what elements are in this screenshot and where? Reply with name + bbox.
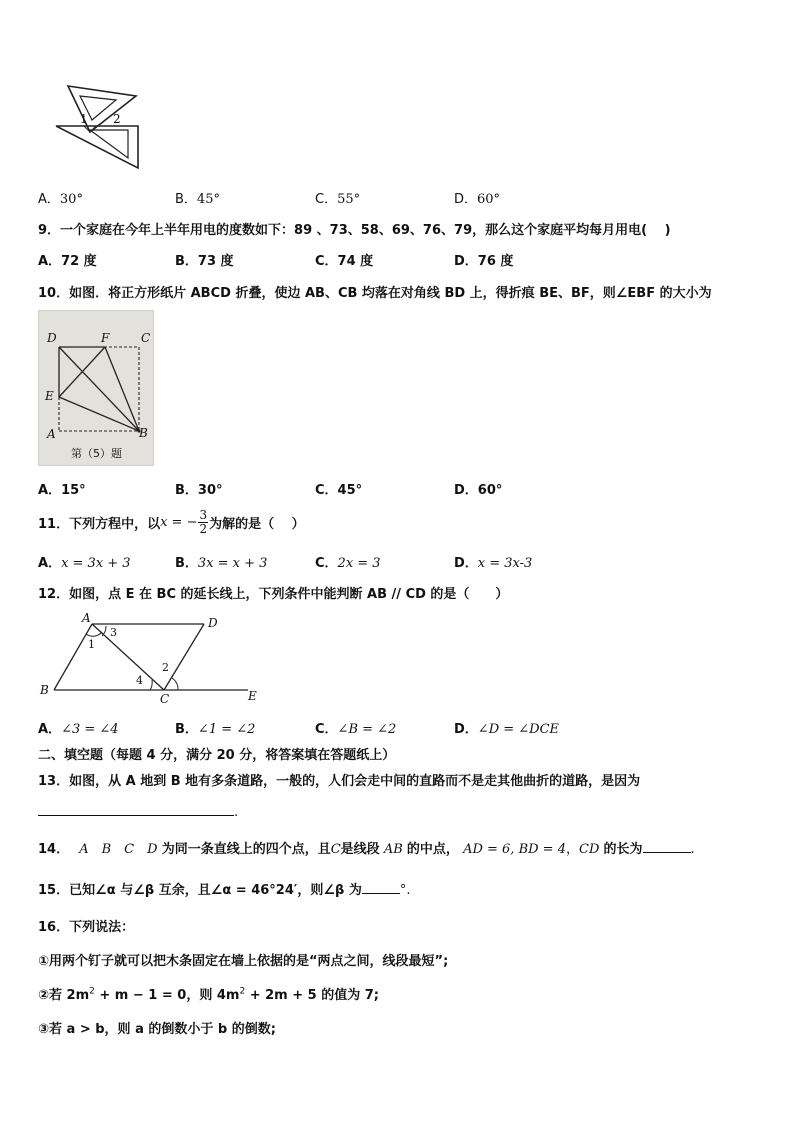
q11-prefix: 11．下列方程中，以 — [38, 516, 161, 532]
fraction-denominator: 2 — [199, 521, 208, 536]
option-text: ∠D = ∠DCE — [477, 722, 560, 737]
q9-option-a[interactable] — [38, 250, 97, 269]
q8-figure — [50, 80, 150, 170]
q12-label-d: D — [208, 616, 218, 630]
option-letter: C． — [315, 556, 338, 571]
q12-option-c[interactable] — [315, 718, 396, 737]
option-text: ∠B = ∠2 — [337, 722, 397, 737]
option-text: ∠1 = ∠2 — [197, 722, 256, 737]
option-letter: B． — [175, 192, 197, 207]
q9-option-d[interactable] — [454, 250, 513, 269]
q16-item-2-part-c: + 2m + 5 的值为 7; — [245, 988, 380, 1003]
option-letter: D． — [454, 722, 478, 737]
option-letter: C． — [315, 722, 338, 737]
q12-figure — [36, 610, 266, 710]
option-text: 60° — [477, 192, 501, 207]
q14-text — [38, 838, 695, 857]
q12-text: 12．如图，点 E 在 BC 的延长线上，下列条件中能判断 AB // CD 的是（ ） — [38, 587, 509, 602]
q8-angle-label-2: 2 — [113, 112, 121, 126]
q15-blank[interactable] — [362, 881, 400, 894]
q8-option-b[interactable] — [175, 188, 220, 207]
option-letter: A． — [38, 722, 62, 737]
q16-item-2-part-a: ②若 2m — [38, 988, 90, 1003]
option-text: 60° — [477, 483, 503, 498]
option-letter: C． — [315, 483, 338, 498]
q10-option-c[interactable] — [315, 479, 362, 498]
q9-option-c[interactable] — [315, 250, 373, 269]
parallel-lines-diagram — [36, 610, 266, 710]
option-text: 74 度 — [337, 254, 374, 269]
option-letter: A． — [38, 483, 62, 498]
q10-option-a[interactable] — [38, 479, 86, 498]
q8-option-d[interactable] — [454, 188, 500, 207]
q12-angle-2: 2 — [162, 661, 169, 674]
q9-text: 9．一个家庭在今年上半年用电的度数如下：89 、73、58、69、76、79，那么这个家庭平均每月用电( ) — [38, 223, 671, 238]
q10-label-e: E — [45, 389, 54, 403]
q16-title: 16．下列说法： — [38, 920, 135, 935]
q13-answer-line[interactable] — [38, 803, 238, 820]
q16-item-2 — [38, 984, 379, 1003]
q14-text-3: 的中点， — [406, 842, 459, 857]
option-text: 45° — [337, 483, 363, 498]
q13-end: . — [234, 805, 239, 820]
q11-option-d[interactable] — [454, 552, 532, 571]
q14-text-2: 是线段 — [340, 842, 380, 857]
q10-label-a: A — [47, 427, 56, 441]
q10-option-d[interactable] — [454, 479, 502, 498]
option-text: 15° — [61, 483, 86, 498]
q8-angle-label-1: 1 — [80, 112, 88, 126]
q15-end: °. — [399, 883, 411, 898]
superscript: 2 — [89, 986, 95, 997]
q10-figure — [38, 310, 154, 466]
option-text: 2x = 3 — [337, 556, 381, 571]
q12-label-a: A — [82, 611, 91, 625]
q12-angle-4: 4 — [136, 674, 143, 687]
q15-text — [38, 879, 410, 898]
q16-item-2-part-b: + m − 1 = 0，则 4m — [94, 988, 240, 1003]
q13-text: 13．如图，从 A 地到 B 地有多条道路，一般的，人们会走中间的直路而不是走其他曲折的道路，是因为 — [38, 774, 641, 789]
option-text: ∠3 = ∠4 — [61, 722, 119, 737]
q14-segment-cd: CD — [579, 842, 600, 857]
q10-label-c: C — [141, 331, 151, 345]
q11-option-a[interactable] — [38, 552, 131, 571]
q12-option-a[interactable] — [38, 718, 119, 737]
q12-option-b[interactable] — [175, 718, 255, 737]
q10-label-b: B — [139, 426, 148, 440]
q16-item-1: ①用两个钉子就可以把木条固定在墙上依据的是“两点之间，线段最短”; — [38, 954, 449, 969]
q8-option-a[interactable] — [38, 188, 83, 207]
option-letter: A． — [38, 192, 60, 207]
q11-text — [38, 504, 305, 540]
q11-option-c[interactable] — [315, 552, 381, 571]
option-letter: D． — [454, 254, 478, 269]
option-letter: A． — [38, 254, 62, 269]
option-letter: B． — [175, 483, 198, 498]
option-text: 30° — [59, 192, 83, 207]
option-text: 45° — [196, 192, 220, 207]
option-text: 72 度 — [61, 254, 97, 269]
q12-angle-3: 3 — [110, 626, 117, 639]
q11-option-b[interactable] — [175, 552, 267, 571]
superscript: 2 — [239, 986, 246, 997]
q14-segment-ab: AB — [383, 842, 403, 857]
q10-label-d: D — [47, 331, 57, 345]
option-text: 30° — [197, 483, 223, 498]
q12-label-c: C — [160, 692, 170, 706]
q11-x-eq: x = − — [160, 514, 198, 530]
fraction-numerator: 3 — [199, 507, 208, 522]
q10-option-b[interactable] — [175, 479, 223, 498]
option-text: 55° — [337, 192, 361, 207]
q14-point-c: C — [330, 842, 341, 857]
set-squares-image — [50, 80, 150, 170]
option-text: 73 度 — [197, 254, 234, 269]
q8-option-c[interactable] — [315, 188, 360, 207]
option-letter: D． — [454, 483, 478, 498]
q12-label-e: E — [248, 689, 257, 703]
q12-option-d[interactable] — [454, 718, 559, 737]
q14-text-1: 为同一条直线上的四个点，且 — [161, 842, 331, 857]
q11-fraction — [198, 509, 208, 536]
q9-option-b[interactable] — [175, 250, 234, 269]
option-letter: C． — [315, 254, 338, 269]
q10-text: 10．如图．将正方形纸片 ABCD 折叠，使边 AB、CB 均落在对角线 BD 上，得折痕 BE、BF，则∠EBF 的大小为 — [38, 286, 712, 301]
option-text: x = 3x-3 — [477, 556, 533, 571]
option-letter: B． — [175, 556, 198, 571]
q11-suffix: 为解的是（ ） — [209, 516, 305, 532]
option-letter: B． — [175, 254, 198, 269]
option-letter: A． — [38, 556, 62, 571]
q10-figure-caption: 第（5）题 — [71, 447, 122, 460]
section-heading-fill-in: 二、填空题（每题 4 分，满分 20 分，将答案填在答题纸上） — [38, 748, 396, 763]
option-text: x = 3x + 3 — [61, 556, 131, 571]
q16-item-3: ③若 a > b，则 a 的倒数小于 b 的倒数; — [38, 1022, 276, 1037]
q13-blank[interactable] — [38, 803, 234, 816]
option-letter: D． — [454, 192, 478, 207]
q14-condition: AD = 6, BD = 4 — [463, 842, 566, 857]
q14-end: . — [690, 842, 695, 857]
option-text: 76 度 — [477, 254, 514, 269]
q14-text-4: 的长为 — [603, 842, 643, 857]
option-letter: C． — [315, 192, 338, 207]
option-letter: B． — [175, 722, 198, 737]
q14-number: 14． — [38, 842, 70, 857]
q12-angle-1: 1 — [88, 638, 95, 651]
q12-label-b: B — [40, 683, 49, 697]
option-letter: D． — [454, 556, 478, 571]
q14-comma: ， — [565, 842, 579, 857]
q15-prefix: 15．已知∠α 与∠β 互余，且∠α = 46°24′，则∠β 为 — [38, 883, 362, 898]
q10-label-f: F — [101, 331, 110, 345]
q14-points: A B C D — [79, 842, 158, 857]
option-text: 3x = x + 3 — [197, 556, 268, 571]
q14-blank[interactable] — [643, 840, 691, 853]
